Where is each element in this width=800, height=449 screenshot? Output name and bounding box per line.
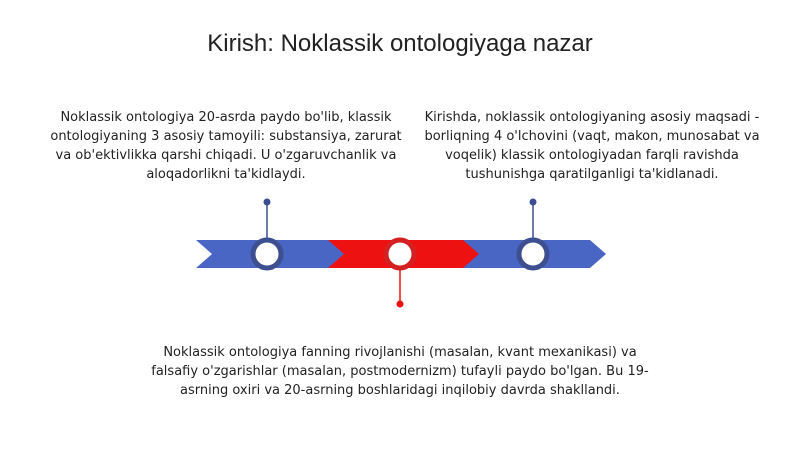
slide-title: Kirish: Noklassik ontologiyaga nazar	[207, 30, 593, 57]
text-block-right: Kirishda, noklassik ontologiyaning asosiy maqsadi - borliqning 4 o'lchovini (vaqt, makon, munosabat va voqelik) klassik ontologiyadan farqli ravishda tushunishga qaratilganligi ta'kidlanadi.	[424, 110, 760, 182]
pin-dot-3	[530, 199, 537, 206]
pin-dot-1	[264, 199, 271, 206]
text-block-left: Noklassik ontologiya 20-asrda paydo bo'lib, klassik ontologiyaning 3 asosiy tamoyili: substansiya, zarurat va ob'ektivlikka qarshi chiqadi. U o'zgaruvchanlik va aloqadorlikni ta'kidlaydi.	[50, 110, 402, 182]
timeline-marker-2	[386, 240, 414, 268]
timeline-marker-3	[519, 240, 547, 268]
pin-dot-2	[397, 301, 404, 308]
timeline-marker-1	[253, 240, 281, 268]
text-block-bottom: Noklassik ontologiya fanning rivojlanishi (masalan, kvant mexanikasi) va falsafiy o'zgarishlar (masalan, postmodernizm) tufayli paydo bo'lgan. Bu 19-asrning oxiri va 20-asrning boshlaridagi inqilobiy davrda shakllandi.	[151, 345, 649, 398]
